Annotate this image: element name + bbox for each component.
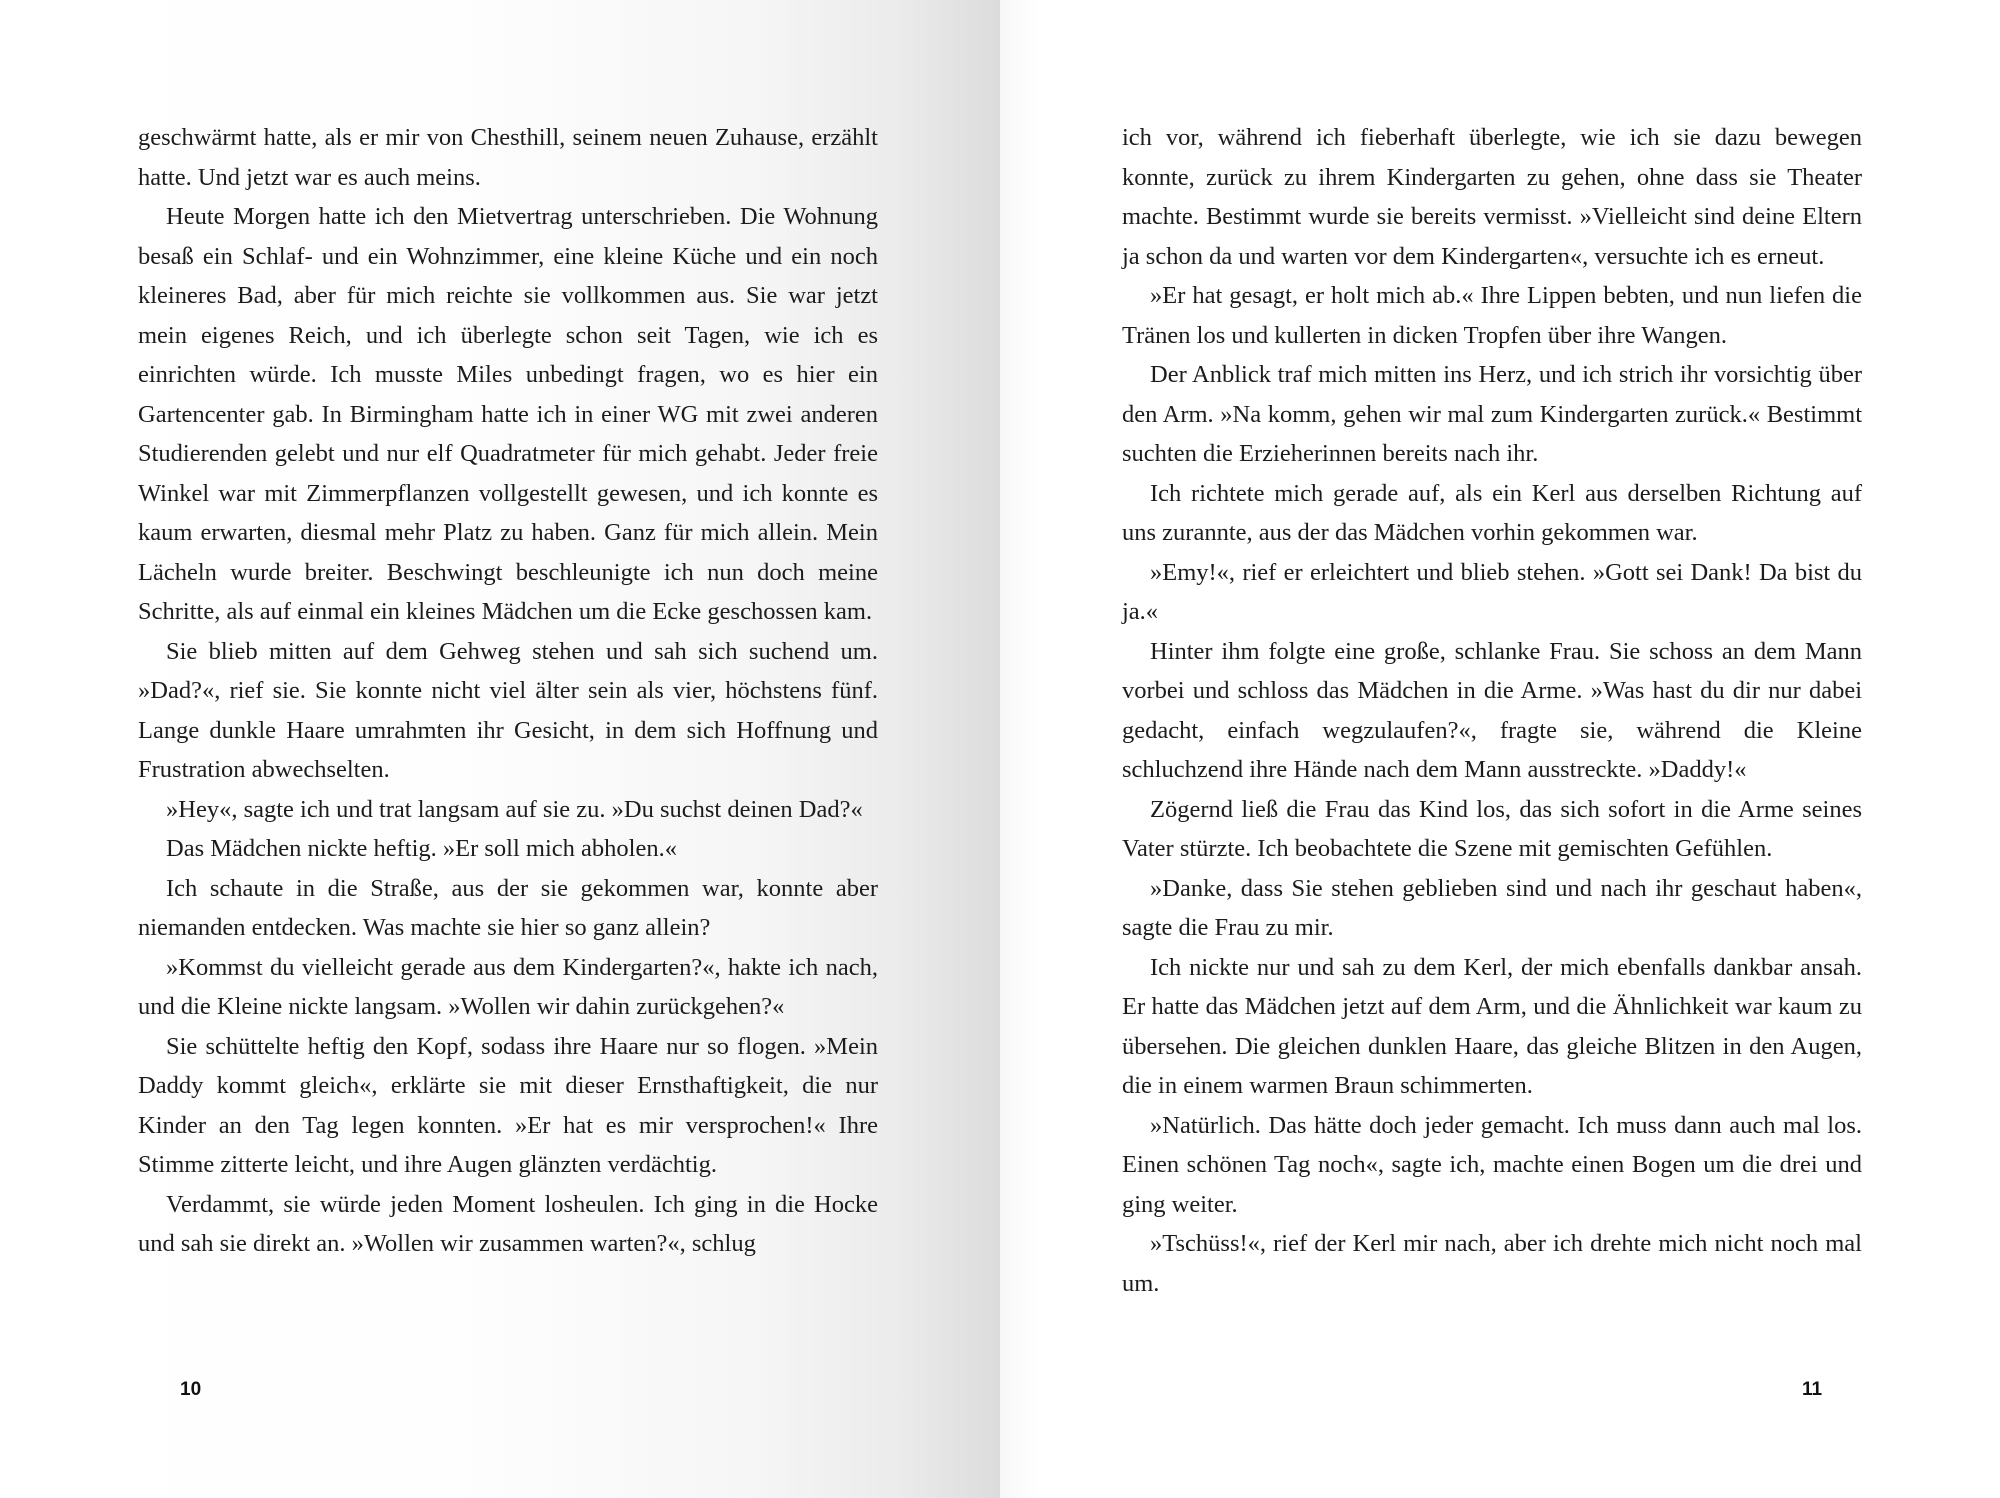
paragraph: »Danke, dass Sie stehen geblieben sind und nach ihr geschaut haben«, sagte die Frau zu mir. — [1122, 874, 1862, 941]
paragraph: Verdammt, sie würde jeden Moment losheulen. Ich ging in die Hocke und sah sie direkt an. »Wollen wir zusammen warten?«, schlug — [138, 1190, 878, 1257]
paragraph: Sie schüttelte heftig den Kopf, sodass ihre Haare nur so flogen. »Mein Daddy kommt gleich«, erklärte sie mit dieser Ernsthaftigkeit, die nur Kinder an den Tag legen konnten. »Er hat es mir versprochen!« Ihre Stimme zitterte leicht, und ihre Augen glänzten verdächtig. — [138, 1032, 878, 1178]
paragraph: Sie blieb mitten auf dem Gehweg stehen und sah sich suchend um. »Dad?«, rief sie. Sie konnte nicht viel älter sein als vier, höchstens fünf. Lange dunkle Haare umrahmten ihr Gesicht, in dem sich Hoffnung und Frustration abwechselten. — [138, 637, 878, 783]
paragraph: »Natürlich. Das hätte doch jeder gemacht. Ich muss dann auch mal los. Einen schönen Tag noch«, sagte ich, machte einen Bogen um die drei und ging weiter. — [1122, 1111, 1862, 1218]
paragraph: Zögernd ließ die Frau das Kind los, das sich sofort in die Arme seines Vater stürzte. Ich beobachtete die Szene mit gemischten Gefühlen. — [1122, 795, 1862, 862]
page-number-left: 10 — [180, 1379, 202, 1400]
paragraph: »Kommst du vielleicht gerade aus dem Kindergarten?«, hakte ich nach, und die Kleine nickte langsam. »Wollen wir dahin zurückgehen?« — [138, 953, 878, 1020]
right-page — [1000, 0, 2000, 1498]
paragraph: Ich schaute in die Straße, aus der sie gekommen war, konnte aber niemanden entdecken. Was machte sie hier so ganz allein? — [138, 874, 878, 941]
paragraph: Ich richtete mich gerade auf, als ein Kerl aus derselben Richtung auf uns zurannte, aus der das Mädchen vorhin gekommen war. — [1122, 479, 1862, 546]
paragraph: ich vor, während ich fieberhaft überlegte, wie ich sie dazu bewegen konnte, zurück zu ihrem Kindergarten zu gehen, ohne dass sie Theater machte. Bestimmt wurde sie bereits vermisst. »Vielleicht sind deine Eltern ja schon da und warten vor dem Kindergarten«, versuchte ich es erneut. — [1122, 124, 1862, 270]
paragraph: »Emy!«, rief er erleichtert und blieb stehen. »Gott sei Dank! Da bist du ja.« — [1122, 558, 1862, 625]
paragraph: »Er hat gesagt, er holt mich ab.« Ihre Lippen bebten, und nun liefen die Tränen los und kullerten in dicken Tropfen über ihre Wangen. — [1122, 282, 1862, 349]
paragraph: Das Mädchen nickte heftig. »Er soll mich abholen.« — [166, 835, 677, 862]
paragraph: »Tschüss!«, rief der Kerl mir nach, aber ich drehte mich nicht noch mal um. — [1122, 1230, 1862, 1297]
paragraph: Ich nickte nur und sah zu dem Kerl, der mich ebenfalls dankbar ansah. Er hatte das Mädchen jetzt auf dem Arm, und die Ähnlichkeit war kaum zu übersehen. Die gleichen dunklen Haare, das gleiche Blitzen in den Augen, die in einem warmen Braun schimmerten. — [1122, 953, 1862, 1099]
right-page-text — [1122, 118, 1862, 1303]
left-page-text — [138, 118, 878, 1264]
paragraph: »Hey«, sagte ich und trat langsam auf sie zu. »Du suchst deinen Dad?« — [166, 795, 863, 823]
page-number-right: 11 — [1802, 1379, 1823, 1400]
paragraph: Der Anblick traf mich mitten ins Herz, und ich strich ihr vorsichtig über den Arm. »Na komm, gehen wir mal zum Kindergarten zurück.« Bestimmt suchten die Erzieherinnen bereits nach ihr. — [1122, 361, 1862, 467]
paragraph: geschwärmt hatte, als er mir von Chesthill, seinem neuen Zuhause, erzählt hatte. Und jetzt war es auch meins. — [138, 124, 878, 191]
paragraph: Hinter ihm folgte eine große, schlanke Frau. Sie schoss an dem Mann vorbei und schloss das Mädchen in die Arme. »Was hast du dir nur dabei gedacht, einfach wegzulaufen?«, fragte sie, während die Kleine schluchzend ihre Hände nach dem Mann ausstreckte. »Daddy!« — [1122, 637, 1862, 783]
paragraph: Heute Morgen hatte ich den Mietvertrag unterschrieben. Die Wohnung besaß ein Schlaf- und ein Wohnzimmer, eine kleine Küche und ein noch kleineres Bad, aber für mich reichte sie vollkommen aus. Sie war jetzt mein eigenes Reich, und ich überlegte schon seit Tagen, wie ich es einrichten würde. Ich musste Miles unbedingt fragen, wo es hier ein Gartencenter gab. In Birmingham hatte ich in einer WG mit zwei anderen Studierenden gelebt und nur elf Quadratmeter für mich gehabt. Jeder freie Winkel war mit Zimmerpflanzen vollgestellt gewesen, und ich konnte es kaum erwarten, diesmal mehr Platz zu haben. Ganz für mich allein. Mein Lächeln wurde breiter. Beschwingt beschleunigte ich nun doch meine Schritte, als auf einmal ein kleines Mädchen um die Ecke geschossen kam. — [138, 203, 878, 625]
